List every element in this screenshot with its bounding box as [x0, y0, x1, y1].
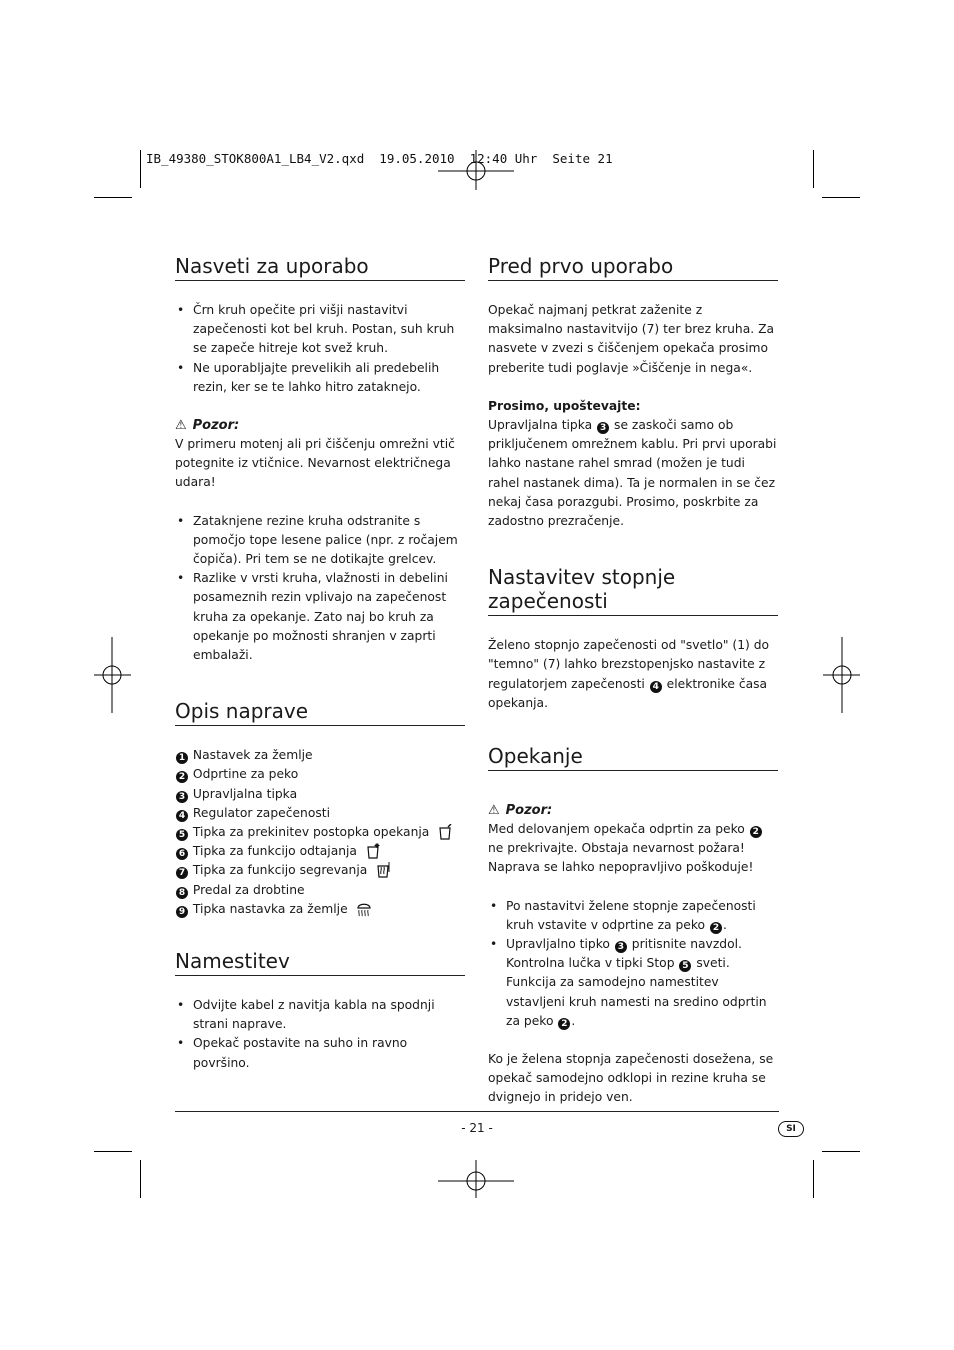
tips-list-2	[175, 512, 465, 666]
list-item: • Odvijte kabel z navitja kabla na spodnji strani naprave.	[175, 996, 465, 1034]
footer-divider	[175, 1111, 779, 1112]
first-use-text: Opekač najmanj petkrat zaženite z maksimalno nastavitvijo (7) ter brez kruha. Za nasvete v zvezi s čiščenjem opekača prosimo preberite tudi poglavje »Čiščenje in nega«.	[488, 303, 775, 375]
toasting-list	[488, 897, 778, 1031]
warning-icon: ⚠	[488, 803, 500, 819]
warning-icon: ⚠	[175, 418, 187, 434]
list-item: 5 Tipka za prekinitev postopka opekanja	[175, 823, 465, 842]
setup-title: Namestitev	[175, 949, 465, 976]
toasting-title: Opekanje	[488, 744, 778, 771]
setup-list	[175, 996, 465, 1073]
warning-heading: ⚠ Pozor:	[488, 803, 553, 819]
list-item: • Razlike v vrsti kruha, vlažnosti in debelini posameznih rezin vplivajo na zapečenost kruha za opekanje. Zato naj bo kruh za opekanje po možnosti shranjen v zaprti embalaži.	[175, 569, 465, 665]
list-item: 3 Upravljalna tipka	[175, 785, 465, 804]
note-heading: Prosimo, upoštevajte:	[488, 398, 641, 413]
note-text: Upravljalna tipka 3 se zaskoči samo ob priključenem omrežnem kablu. Pri prvi uporabi lahko nastane rahel smrad (možen je tudi rahel nastanek dima). Ta je normalen in se čez nekaj časa porazgubi. Prosimo, poskrbite za zadostno prezračenje.	[488, 418, 777, 529]
setup-section	[175, 949, 465, 1073]
reheat-icon	[375, 862, 391, 878]
device-title: Opis naprave	[175, 699, 465, 726]
tips-list	[175, 301, 465, 397]
warning-text: V primeru motenj ali pri čiščenju omrežni vtič potegnite iz vtičnice. Nevarnost električnega udara!	[175, 437, 455, 490]
list-item: 8 Predal za drobtine	[175, 881, 465, 900]
language-badge: SI	[778, 1121, 804, 1137]
device-section	[175, 699, 465, 919]
bun-attachment-icon	[356, 901, 372, 917]
list-item: • Po nastavitvi želene stopnje zapečenosti kruh vstavite v odprtine za peko 2 .	[488, 897, 778, 935]
first-use-title: Pred prvo uporabo	[488, 254, 778, 281]
stop-toast-icon	[437, 824, 453, 840]
print-header: IB_49380_STOK800A1_LB4_V2.qxd 19.05.2010 12:40 Uhr Seite 21	[146, 151, 613, 166]
final-text: Ko je želena stopnja zapečenosti dosežena, se opekač samodejno odklopi in rezine kruha se dvignejo in pridejo ven.	[488, 1052, 774, 1105]
list-item: 1 Nastavek za žemlje	[175, 746, 465, 765]
list-item: 2 Odprtine za peko	[175, 765, 465, 784]
page-number: - 21 -	[461, 1121, 493, 1135]
list-item: 9 Tipka nastavka za žemlje	[175, 900, 465, 919]
parts-list	[175, 746, 465, 919]
list-item: • Ne uporabljajte prevelikih ali predebelih rezin, ker se te lahko hitro zataknejo.	[175, 359, 465, 397]
warning-text: Med delovanjem opekača odprtin za peko 2 ne prekrivajte. Obstaja nevarnost požara! Naprava se lahko nepopravljivo poškoduje!	[488, 820, 778, 878]
defrost-icon	[365, 843, 381, 859]
toasting-section	[488, 744, 778, 1108]
list-item: • Upravljalno tipko 3 pritisnite navzdol. Kontrolna lučka v tipki Stop 5 sveti. Funkcija za samodejno namestitev vstavljeni kruh namesti na sredino odprtin za peko 2 .	[488, 935, 778, 1031]
list-item: 7 Tipka za funkcijo segrevanja	[175, 861, 465, 880]
level-text: Želeno stopnjo zapečenosti od "svetlo" (1) do "temno" (7) lahko brezstopenjsko nastavite z regulatorjem zapečenosti 4 elektronike časa opekanja.	[488, 638, 770, 710]
list-item: • Opekač postavite na suho in ravno površino.	[175, 1034, 465, 1072]
warning-heading: ⚠ Pozor:	[175, 418, 240, 434]
tips-title: Nasveti za uporabo	[175, 254, 465, 281]
first-use-section	[488, 254, 778, 531]
list-item: • Črn kruh opečite pri višji nastavitvi zapečenosti kot bel kruh. Postan, suh kruh se zapeče hitreje kot svež kruh.	[175, 301, 465, 359]
left-column	[175, 254, 465, 1073]
right-column	[488, 254, 778, 1108]
level-section	[488, 565, 778, 713]
tips-section	[175, 254, 465, 665]
list-item: 4 Regulator zapečenosti	[175, 804, 465, 823]
list-item: 6 Tipka za funkcijo odtajanja	[175, 842, 465, 861]
list-item: • Zataknjene rezine kruha odstranite s pomočjo tope lesene palice (npr. z ročajem čopiča). Pri tem se ne dotikajte grelcev.	[175, 512, 465, 570]
level-title: Nastavitev stopnje zapečenosti	[488, 565, 778, 616]
